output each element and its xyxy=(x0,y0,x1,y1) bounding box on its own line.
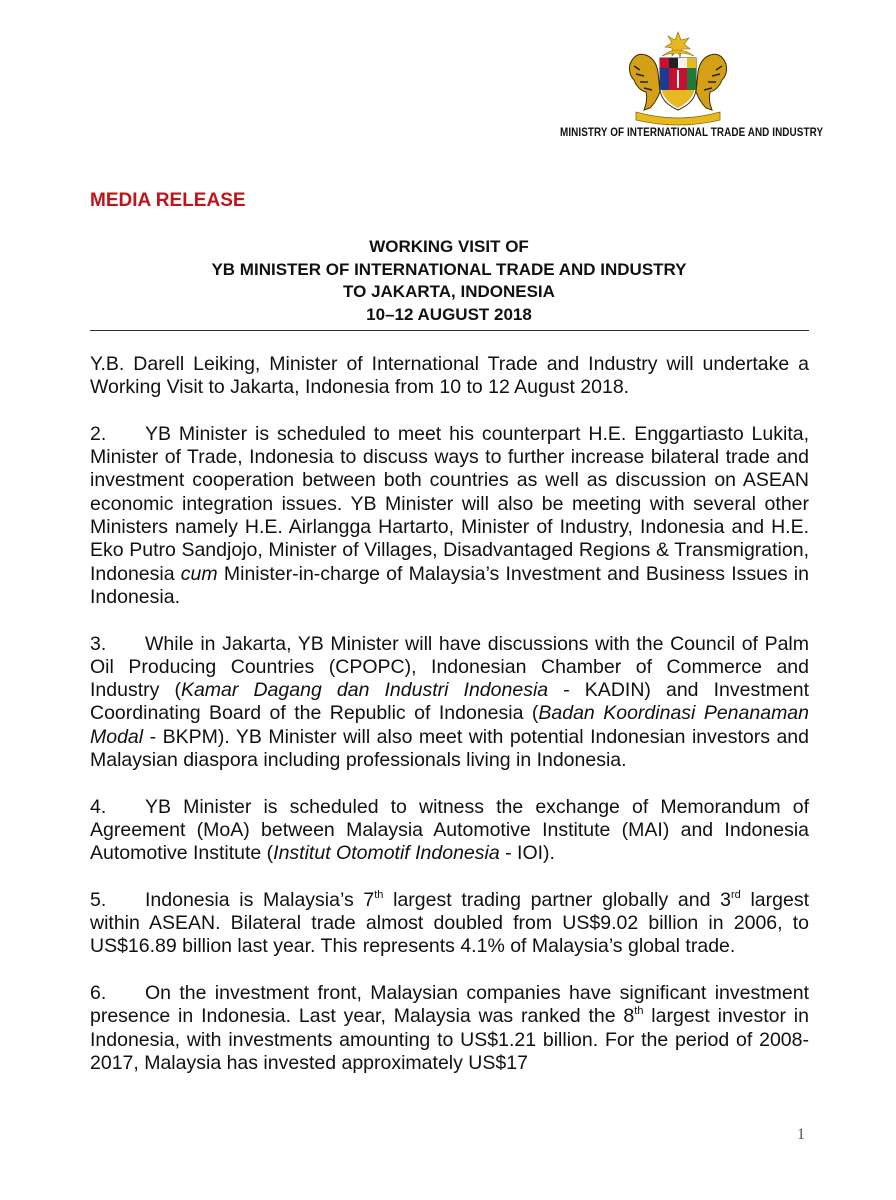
page-number: 1 xyxy=(797,1126,805,1143)
ministry-name: MINISTRY OF INTERNATIONAL TRADE AND INDUSTRY xyxy=(560,127,824,139)
paragraph-6: 6. On the investment front, Malaysian companies have significant investment presence in Indonesia. Last year, Malaysia was ranked the 8th largest investor in Indonesia, with investments amounting to US$1.21 billion. For the period of 2008-2017, Malaysia has invested approximately US$17 xyxy=(90,982,809,1074)
headline-line-4: 10–12 AUGUST 2018 xyxy=(366,304,532,324)
paragraph-2: 2. YB Minister is scheduled to meet his counterpart H.E. Enggartiasto Lukita, Minister of Trade, Indonesia to discuss ways to further increase bilateral trade and investment cooperation between both countries as well as discussion on ASEAN economic integration issues. YB Minister will also be meeting with several other Ministers namely H.E. Airlangga Hartarto, Minister of Industry, Indonesia and H.E. Eko Putro Sandjojo, Minister of Villages, Disadvantaged Regions & Transmigration, Indonesia cum Minister-in-charge of Malaysia’s Investment and Business Issues in Indonesia. xyxy=(90,422,809,608)
paragraph-3: 3. While in Jakarta, YB Minister will have discussions with the Council of Palm Oil Producing Countries (CPOPC), Indonesian Chamber of Commerce and Industry (Kamar Dagang dan Industri Indonesia - KADIN) and Investment Coordinating Board of the Republic of Indonesia (Badan Koordinasi Penanaman Modal - BKPM). YB Minister will also meet with potential Indonesian investors and Malaysian diaspora including professionals living in Indonesia. xyxy=(90,632,809,772)
paragraph-number: 4. xyxy=(90,795,107,818)
title-divider xyxy=(90,330,809,331)
headline-line-2: YB MINISTER OF INTERNATIONAL TRADE AND INDUSTRY xyxy=(211,259,687,279)
paragraph-4: 4. YB Minister is scheduled to witness the exchange of Memorandum of Agreement (MoA) between Malaysia Automotive Institute (MAI) and Indonesia Automotive Institute (Institut Otomotif Indonesia - IOI). xyxy=(90,795,809,865)
paragraph-1: Y.B. Darell Leiking, Minister of International Trade and Industry will undertake a Working Visit to Jakarta, Indonesia from 10 to 12 August 2018. xyxy=(90,353,809,399)
media-release-label: MEDIA RELEASE xyxy=(90,190,246,211)
malaysia-coat-of-arms-icon xyxy=(622,30,734,128)
paragraph-number: 2. xyxy=(90,422,107,445)
headline-line-3: TO JAKARTA, INDONESIA xyxy=(343,282,555,301)
paragraph-number: 3. xyxy=(90,632,107,655)
release-body xyxy=(90,353,809,1099)
headline-line-1: WORKING VISIT OF xyxy=(369,237,529,256)
paragraph-number: 6. xyxy=(90,982,107,1005)
page-title xyxy=(90,236,808,326)
paragraph-number: 5. xyxy=(90,888,107,911)
paragraph-5: 5. Indonesia is Malaysia’s 7th largest trading partner globally and 3rd largest within ASEAN. Bilateral trade almost doubled from US$9.02 billion in 2006, to US$16.89 billion last year. This represents 4.1% of Malaysia’s global trade. xyxy=(90,888,809,958)
